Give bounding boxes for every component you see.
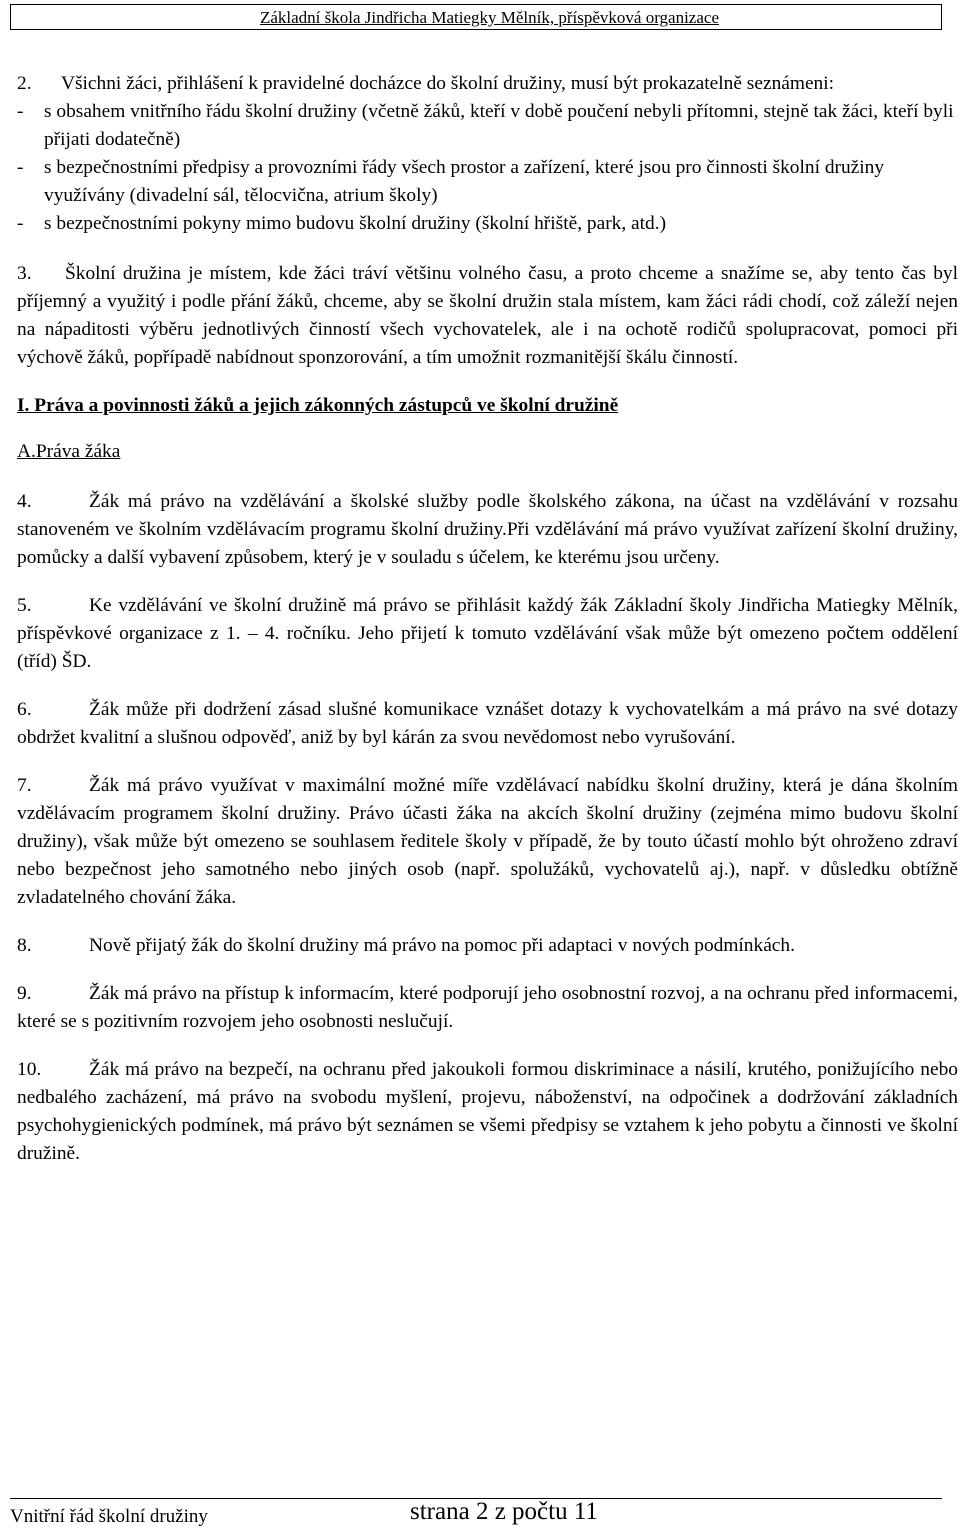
paragraph-3 (17, 260, 958, 372)
paragraph-6 (17, 696, 958, 752)
section-heading: I. Práva a povinnosti žáků a jejich zákonných zástupců ve školní družině (17, 395, 619, 416)
paragraph-7 (17, 772, 958, 912)
dash-marker: - (17, 213, 24, 234)
paragraph-text: Žák má právo na přístup k informacím, které podporují jeho osobnostní rozvoj, a na ochranu před informacemi, které se s pozitivním rozvojem jeho osobnosti neslučují. (17, 983, 958, 1032)
bullet-item (17, 98, 958, 154)
paragraph-text: Žák má právo na bezpečí, na ochranu před jakoukoli formou diskriminace a násilí, krutého, ponižujícího nebo nedbalého zacházení, má právo na svobodu myšlení, projevu, náboženství, na odpočinek a dodržování základních psychohygienických podmínek, má právo být seznámen se všemi předpisy se vztahem k jeho pobytu a činnosti ve školní družině. (17, 1059, 958, 1164)
paragraph-number: 2. (17, 73, 32, 94)
paragraph-8 (17, 932, 958, 960)
paragraph-number: 9. (17, 983, 32, 1004)
subsection-heading: A.Práva žáka (17, 441, 121, 462)
paragraph-number: 5. (17, 595, 32, 616)
paragraph-number: 8. (17, 935, 32, 956)
paragraph-text: Ke vzdělávání ve školní družině má právo se přihlásit každý žák Základní školy Jindřicha Matiegky Mělník, příspěvkové organizace z 1. – 4. ročníku. Jeho přijetí k tomuto vzdělávání však může být omezeno počtem oddělení (tříd) ŠD. (17, 595, 958, 672)
paragraph-2 (17, 70, 958, 98)
paragraph-number: 7. (17, 775, 32, 796)
bullet-item (17, 210, 958, 238)
paragraph-number: 3. (17, 263, 32, 284)
document-body (17, 70, 958, 1168)
paragraph-text: Žák má právo na vzdělávání a školské služby podle školského zákona, na účast na vzdělávání v rozsahu stanoveném ve školním vzdělávacím programu školní družiny.Při vzdělávání má právo využívat zařízení školní družiny, pomůcky a další vybavení způsobem, který je v souladu s účelem, ke kterému jsou určeny. (17, 491, 958, 568)
footer-document-title: Vnitřní řád školní družiny (10, 1506, 208, 1527)
bullet-text: s bezpečnostními předpisy a provozními řády všech prostor a zařízení, které jsou pro činnosti školní družiny využívány (divadelní sál, tělocvična, atrium školy) (44, 157, 885, 206)
paragraph-text: Žák může při dodržení zásad slušné komunikace vznášet dotazy k vychovatelkám a má právo na své dotazy obdržet kvalitní a slušnou odpověď, aniž by byl kárán za svou nevědomost nebo vyrušování. (17, 699, 958, 748)
paragraph-number: 10. (17, 1059, 42, 1080)
paragraph-number: 6. (17, 699, 32, 720)
footer-page-number: strana 2 z počtu 11 (410, 1498, 598, 1525)
paragraph-4 (17, 488, 958, 572)
paragraph-9 (17, 980, 958, 1036)
paragraph-text: Všichni žáci, přihlášení k pravidelné docházce do školní družiny, musí být prokazatelně seznámeni: (61, 73, 835, 94)
page-header (10, 4, 942, 30)
paragraph-number: 4. (17, 491, 32, 512)
bullet-item (17, 154, 958, 210)
paragraph-text: Žák má právo využívat v maximální možné míře vzdělávací nabídku školní družiny, která je dána školním vzdělávacím programem školní družiny. Právo účasti žáka na akcích školní družiny (zejména mimo budovu školní družiny), však může být omezeno se souhlasem ředitele školy v případě, že by touto účastí mohlo být ohroženo zdraví nebo bezpečnost jeho samotného nebo jiných osob (např. spolužáků, vychovatelů aj.), např. v důsledku obtížně zvladatelného chování žáka. (17, 775, 958, 908)
dash-marker: - (17, 101, 24, 122)
paragraph-text: Nově přijatý žák do školní družiny má právo na pomoc při adaptaci v nových podmínkách. (89, 935, 795, 956)
bullet-text: s obsahem vnitřního řádu školní družiny (včetně žáků, kteří v době poučení nebyli přítomni, stejně tak žáci, kteří byli přijati dodatečně) (44, 101, 954, 150)
bullet-text: s bezpečnostními pokyny mimo budovu školní družiny (školní hřiště, park, atd.) (44, 213, 667, 234)
paragraph-text: Školní družina je místem, kde žáci tráví většinu volného času, a proto chceme a snažíme se, aby tento čas byl příjemný a využitý i podle přání žáků, chceme, aby se školní družin stala místem, kam žáci rádi chodí, což záleží nejen na nápaditosti výběru jednotlivých činností všech vychovatelek, ale i na ochotě rodičů spolupracovat, pomoci při výchově žáků, popřípadě nabídnout sponzorování, a tím umožnit rozmanitější škálu činností. (17, 263, 958, 368)
paragraph-5 (17, 592, 958, 676)
paragraph-10 (17, 1056, 958, 1168)
dash-marker: - (17, 157, 24, 178)
header-text: Základní škola Jindřicha Matiegky Mělník, příspěvková organizace (259, 8, 719, 27)
